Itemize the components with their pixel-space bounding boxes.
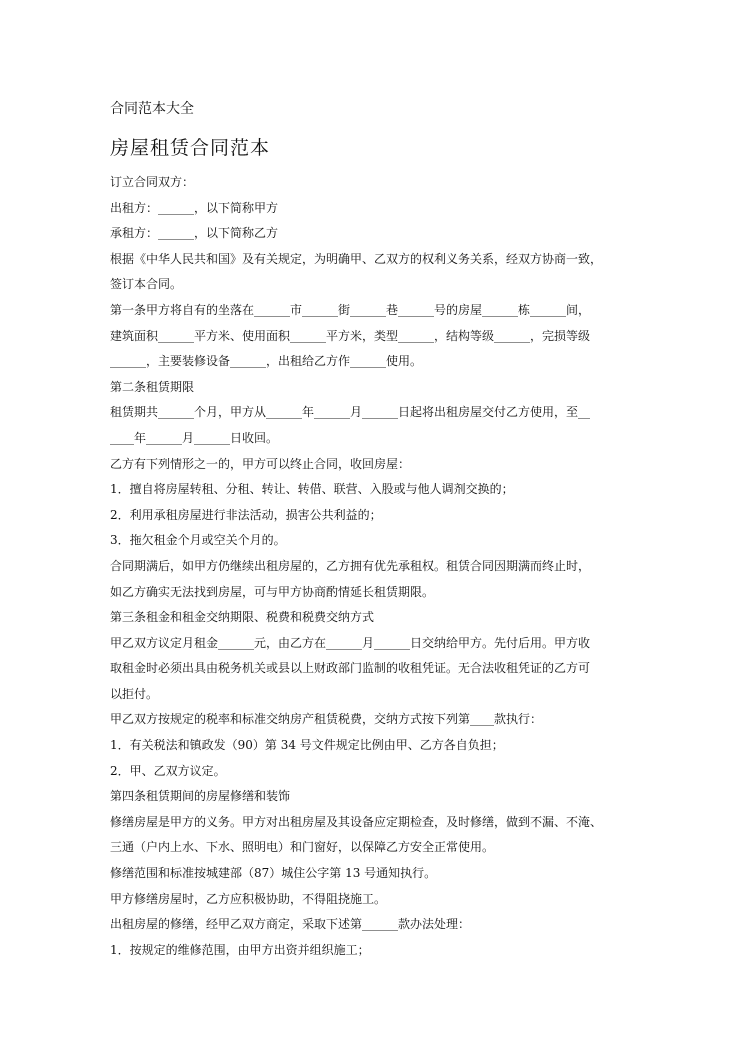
body-line: ____年______月______日收回。	[110, 430, 279, 445]
body-line: 订立合同双方：	[110, 175, 195, 189]
body-line: ______，主要装修设备______，出租给乙方作______使用。	[110, 354, 423, 369]
body-line: 第一条甲方将自有的坐落在______市______街______巷______号的房屋______栋______间，	[110, 302, 591, 317]
body-line: 以拒付。	[110, 686, 159, 701]
body-line: 如乙方确实无法找到房屋，可与甲方协商酌情延长租赁期限。	[110, 584, 435, 599]
body-line: 合同期满后，如甲方仍继续出租房屋的，乙方拥有优先承租权。租赁合同因期满而终止时，	[110, 558, 591, 573]
body-line: 建筑面积______平方米、使用面积______平方米，类型______，结构等级______，完损等级	[110, 328, 591, 343]
section-heading: 第三条租金和租金交纳期限、税费和税费交纳方式	[110, 610, 375, 625]
body-line: 甲乙双方按规定的税率和标准交纳房产租赁税费，交纳方式按下列第____款执行：	[110, 712, 543, 727]
body-line: 修缮范围和标准按城建部（87）城住公字第 13 号通知执行。	[110, 866, 437, 881]
body-line: 三通（户内上水、下水、照明电）和门窗好，以保障乙方安全正常使用。	[110, 840, 495, 855]
body-line: 签订本合同。	[110, 277, 183, 292]
section-heading: 第四条租赁期间的房屋修缮和装饰	[110, 789, 291, 804]
page-header: 合同范本大全	[110, 101, 194, 117]
list-item: 2．利用承租房屋进行非法活动，损害公共利益的；	[110, 507, 382, 522]
body-line: 根据《中华人民共和国》及有关规定，为明确甲、乙双方的权利义务关系，经双方协商一致，	[110, 251, 603, 266]
list-item: 3．拖欠租金个月或空关个月的。	[110, 533, 286, 548]
body-line: 乙方有下列情形之一的，甲方可以终止合同，收回房屋：	[110, 456, 411, 471]
list-item: 1．有关税法和镇政发（90）第 34 号文件规定比例由甲、乙方各自负担；	[110, 738, 504, 753]
body-line: 修缮房屋是甲方的义务。甲方对出租房屋及其设备应定期检查，及时修缮，做到不漏、不淹、	[110, 814, 603, 829]
contract-body	[110, 170, 638, 963]
body-line: 承租方：______，以下简称乙方	[110, 226, 279, 241]
body-line: 租赁期共______个月，甲方从______年______月______日起将出租房屋交付乙方使用，至__	[110, 405, 591, 420]
body-line: 甲方修缮房屋时，乙方应积极协助，不得阻挠施工。	[110, 891, 387, 906]
body-line: 出租房屋的修缮，经甲乙双方商定，采取下述第______款办法处理：	[110, 917, 471, 932]
list-item: 1．按规定的维修范围，由甲方出资并组织施工；	[110, 942, 370, 957]
body-line: 出租方：______，以下简称甲方	[110, 200, 279, 215]
section-heading: 第二条租赁期限	[110, 379, 195, 394]
list-item: 2．甲、乙双方议定。	[110, 763, 226, 778]
body-line: 取租金时必须出具由税务机关或县以上财政部门监制的收租凭证。无合法收租凭证的乙方可	[110, 661, 591, 676]
document-title: 房屋租赁合同范本	[110, 137, 271, 159]
body-line: 甲乙双方议定月租金______元，由乙方在______月______日交纳给甲方。先付后用。甲方收	[110, 635, 591, 650]
list-item: 1．擅自将房屋转租、分租、转让、转借、联营、入股或与他人调剂交换的；	[110, 482, 514, 497]
